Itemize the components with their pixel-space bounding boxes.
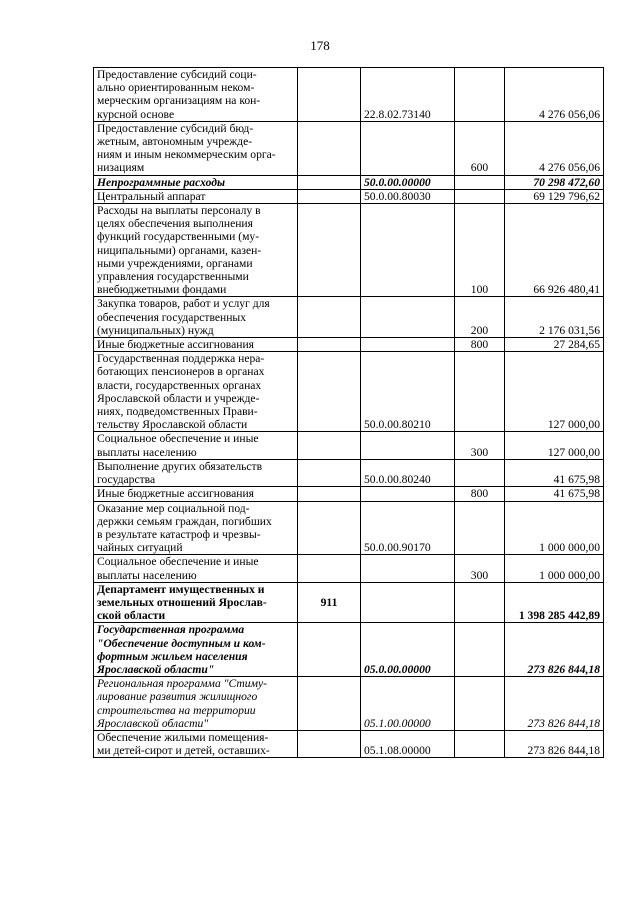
row-department-code-cell (298, 459, 361, 486)
row-department-code-cell (298, 677, 361, 731)
row-expense-type-cell (455, 352, 505, 432)
row-expense-type-cell: 800 (455, 338, 505, 352)
row-department-code-cell (298, 555, 361, 582)
row-amount-cell: 69 129 796,62 (505, 189, 604, 203)
row-target-article-cell (361, 204, 455, 297)
row-department-code-cell: 911 (298, 582, 361, 623)
table-row (94, 175, 604, 189)
row-department-code-cell (298, 68, 361, 122)
row-target-article-cell: 50.0.00.80240 (361, 459, 455, 486)
row-expense-type-cell (455, 677, 505, 731)
row-target-article-cell (361, 121, 455, 175)
row-name-cell: Оказание мер социальной под- держки семьям граждан, погибших в результате катастроф и чрезвы- чайных ситуаций (94, 501, 298, 555)
row-target-article-cell: 22.8.02.73140 (361, 68, 455, 122)
table-row (94, 68, 604, 122)
row-amount-cell: 66 926 480,41 (505, 204, 604, 297)
row-name-cell: Предоставление субсидий соци- ально ориентированным неком- мерческим организациям на кон- курсной основе (94, 68, 298, 122)
row-department-code-cell (298, 189, 361, 203)
table-row (94, 501, 604, 555)
row-department-code-cell (298, 297, 361, 338)
row-department-code-cell (298, 204, 361, 297)
row-name-cell: Иные бюджетные ассигнования (94, 338, 298, 352)
row-target-article-cell (361, 555, 455, 582)
row-target-article-cell: 50.0.00.90170 (361, 501, 455, 555)
row-target-article-cell: 50.0.00.80030 (361, 189, 455, 203)
row-department-code-cell (298, 730, 361, 757)
row-department-code-cell (298, 487, 361, 501)
row-amount-cell: 1 000 000,00 (505, 501, 604, 555)
page-number: 178 (310, 38, 330, 53)
row-name-cell: Социальное обеспечение и иные выплаты населению (94, 555, 298, 582)
row-amount-cell: 273 826 844,18 (505, 677, 604, 731)
row-target-article-cell: 05.1.08.00000 (361, 730, 455, 757)
table-row (94, 623, 604, 677)
row-expense-type-cell (455, 459, 505, 486)
row-name-cell: Иные бюджетные ассигнования (94, 487, 298, 501)
row-expense-type-cell (455, 189, 505, 203)
table-row (94, 189, 604, 203)
row-target-article-cell (361, 338, 455, 352)
table-row (94, 432, 604, 459)
row-amount-cell: 127 000,00 (505, 432, 604, 459)
row-name-cell: Департамент имущественных и земельных отношений Ярослав- ской области (94, 582, 298, 623)
table-row (94, 487, 604, 501)
row-expense-type-cell (455, 501, 505, 555)
budget-table-body (94, 68, 604, 758)
budget-table (93, 67, 604, 758)
row-amount-cell: 1 398 285 442,89 (505, 582, 604, 623)
row-expense-type-cell: 300 (455, 432, 505, 459)
row-name-cell: Непрограммные расходы (94, 175, 298, 189)
row-expense-type-cell (455, 68, 505, 122)
row-expense-type-cell: 600 (455, 121, 505, 175)
row-expense-type-cell (455, 730, 505, 757)
row-expense-type-cell: 200 (455, 297, 505, 338)
table-row (94, 730, 604, 757)
row-amount-cell: 41 675,98 (505, 487, 604, 501)
row-amount-cell: 4 276 056,06 (505, 121, 604, 175)
row-expense-type-cell: 100 (455, 204, 505, 297)
row-expense-type-cell (455, 582, 505, 623)
table-row (94, 677, 604, 731)
row-amount-cell: 1 000 000,00 (505, 555, 604, 582)
table-row (94, 121, 604, 175)
row-expense-type-cell: 300 (455, 555, 505, 582)
row-target-article-cell (361, 582, 455, 623)
row-amount-cell: 273 826 844,18 (505, 730, 604, 757)
row-amount-cell: 127 000,00 (505, 352, 604, 432)
row-amount-cell: 4 276 056,06 (505, 68, 604, 122)
row-department-code-cell (298, 352, 361, 432)
table-row (94, 459, 604, 486)
row-department-code-cell (298, 121, 361, 175)
table-row (94, 204, 604, 297)
row-name-cell: Расходы на выплаты персоналу в целях обеспечения выполнения функций государственными (му- ниципальными) органами, казен- ными учреждениями, органами управления государственными внебюджетными фондами (94, 204, 298, 297)
row-name-cell: Предоставление субсидий бюд- жетным, автономным учрежде- ниям и иным некоммерческим орга- низациям (94, 121, 298, 175)
row-expense-type-cell (455, 175, 505, 189)
row-name-cell: Обеспечение жилыми помещения- ми детей-сирот и детей, оставших- (94, 730, 298, 757)
row-amount-cell: 273 826 844,18 (505, 623, 604, 677)
row-expense-type-cell (455, 623, 505, 677)
row-department-code-cell (298, 338, 361, 352)
row-department-code-cell (298, 175, 361, 189)
row-amount-cell: 70 298 472,60 (505, 175, 604, 189)
table-row (94, 297, 604, 338)
table-row (94, 555, 604, 582)
row-name-cell: Социальное обеспечение и иные выплаты населению (94, 432, 298, 459)
row-department-code-cell (298, 501, 361, 555)
row-target-article-cell (361, 297, 455, 338)
row-amount-cell: 2 176 031,56 (505, 297, 604, 338)
row-target-article-cell (361, 487, 455, 501)
row-name-cell: Закупка товаров, работ и услуг для обеспечения государственных (муниципальных) нужд (94, 297, 298, 338)
row-amount-cell: 41 675,98 (505, 459, 604, 486)
row-amount-cell: 27 284,65 (505, 338, 604, 352)
row-target-article-cell: 05.0.00.00000 (361, 623, 455, 677)
table-row (94, 352, 604, 432)
row-name-cell: Центральный аппарат (94, 189, 298, 203)
row-target-article-cell: 50.0.00.80210 (361, 352, 455, 432)
row-department-code-cell (298, 432, 361, 459)
row-expense-type-cell: 800 (455, 487, 505, 501)
row-name-cell: Государственная поддержка нера- ботающих пенсионеров в органах власти, государственных органах Ярославской области и учрежде- ниях, подведомственных Прави- тельству Ярославской области (94, 352, 298, 432)
row-target-article-cell: 50.0.00.00000 (361, 175, 455, 189)
row-target-article-cell: 05.1.00.00000 (361, 677, 455, 731)
row-department-code-cell (298, 623, 361, 677)
row-name-cell: Региональная программа "Стиму- лирование развития жилищного строительства на территории Ярославской области" (94, 677, 298, 731)
row-name-cell: Выполнение других обязательств государства (94, 459, 298, 486)
table-row (94, 582, 604, 623)
row-target-article-cell (361, 432, 455, 459)
row-name-cell: Государственная программа "Обеспечение доступным и ком- фортным жильем населения Ярославской области" (94, 623, 298, 677)
table-row (94, 338, 604, 352)
